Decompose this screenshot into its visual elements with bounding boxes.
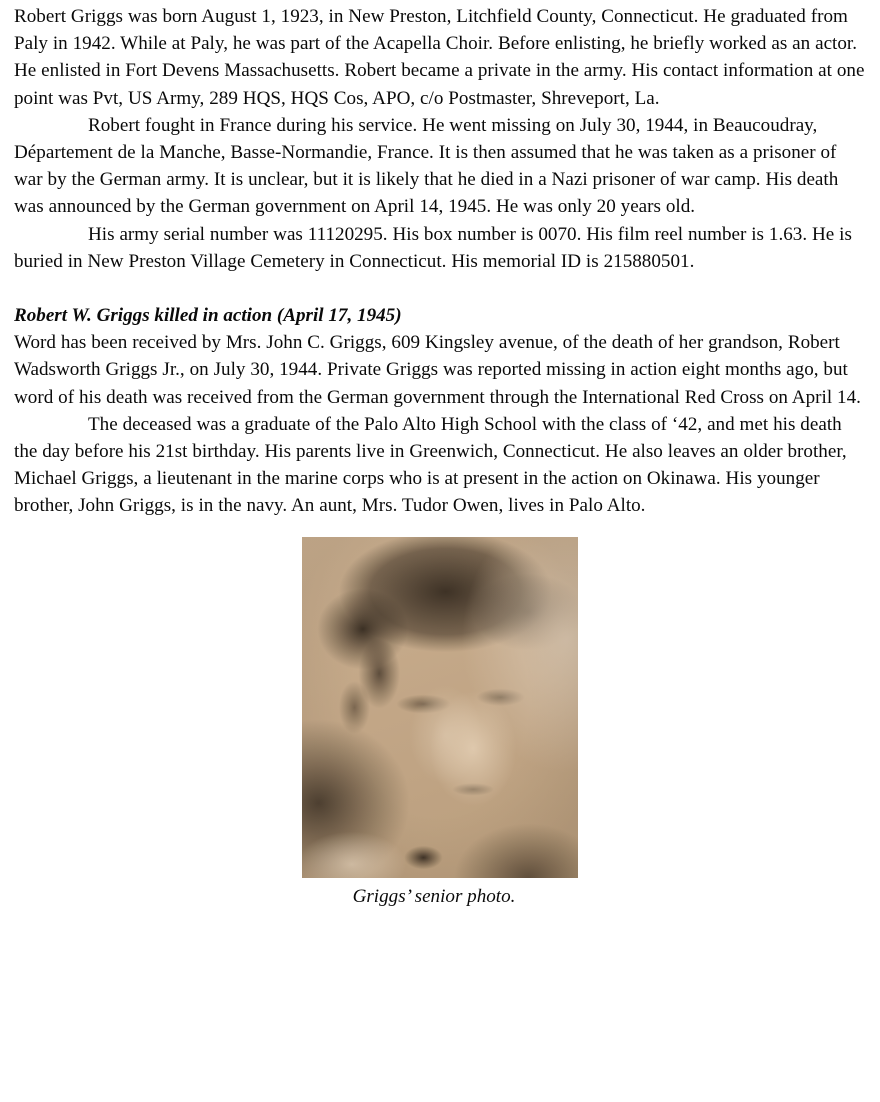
paragraph-records: His army serial number was 11120295. His box number is 0070. His film reel number is 1.63. He is buried in New Preston Village Cemetery in Connecticut. His memorial ID is 215880501.	[14, 223, 852, 272]
photo-vignette-overlay	[302, 537, 578, 878]
paragraph-birth-enlistment: Robert Griggs was born August 1, 1923, in New Preston, Litchfield County, Connecticut. He graduated from Paly in 1942. While at Paly, he was part of the Acapella Choir. Before enlisting, he briefly worked as an actor. He enlisted in Fort Devens Massachusetts. Robert became a private in the army. His contact information at one point was Pvt, US Army, 289 HQS, HQS Cos, APO, c/o Postmaster, Shreveport, La.	[14, 6, 865, 109]
paragraph-service-death: Robert fought in France during his service. He went missing on July 30, 1944, in Beaucoudray, Département de la Manche, Basse-Normandie, France. It is then assumed that he was taken as a prisoner of war by the German army. It is unclear, but it is likely that he died in a Nazi prisoner of war camp. His death was announced by the German government on April 14, 1945. He was only 20 years old.	[14, 114, 839, 218]
griggs-senior-portrait-photo	[302, 537, 578, 878]
section-spacer	[14, 275, 866, 302]
paragraph-article-lede: Word has been received by Mrs. John C. Griggs, 609 Kingsley avenue, of the death of her grandson, Robert Wadsworth Griggs Jr., on July 30, 1944. Private Griggs was reported missing in action eight months ago, but word of his death was received from the German government through the International Red Cross on April 14.	[14, 332, 861, 408]
photo-caption: Griggs’ senior photo.	[352, 885, 516, 907]
paragraph-article-family: The deceased was a graduate of the Palo Alto High School with the class of ‘42, and met his death the day before his 21st birthday. His parents live in Greenwich, Connecticut. He also leaves an older brother, Michael Griggs, a lieutenant in the marine corps who is at present in the action on Okinawa. His younger brother, John Griggs, is in the navy. An aunt, Mrs. Tudor Owen, lives in Palo Alto.	[14, 413, 847, 517]
senior-photo-figure	[14, 537, 866, 910]
article-heading: Robert W. Griggs killed in action (April 17, 1945)	[14, 305, 402, 327]
